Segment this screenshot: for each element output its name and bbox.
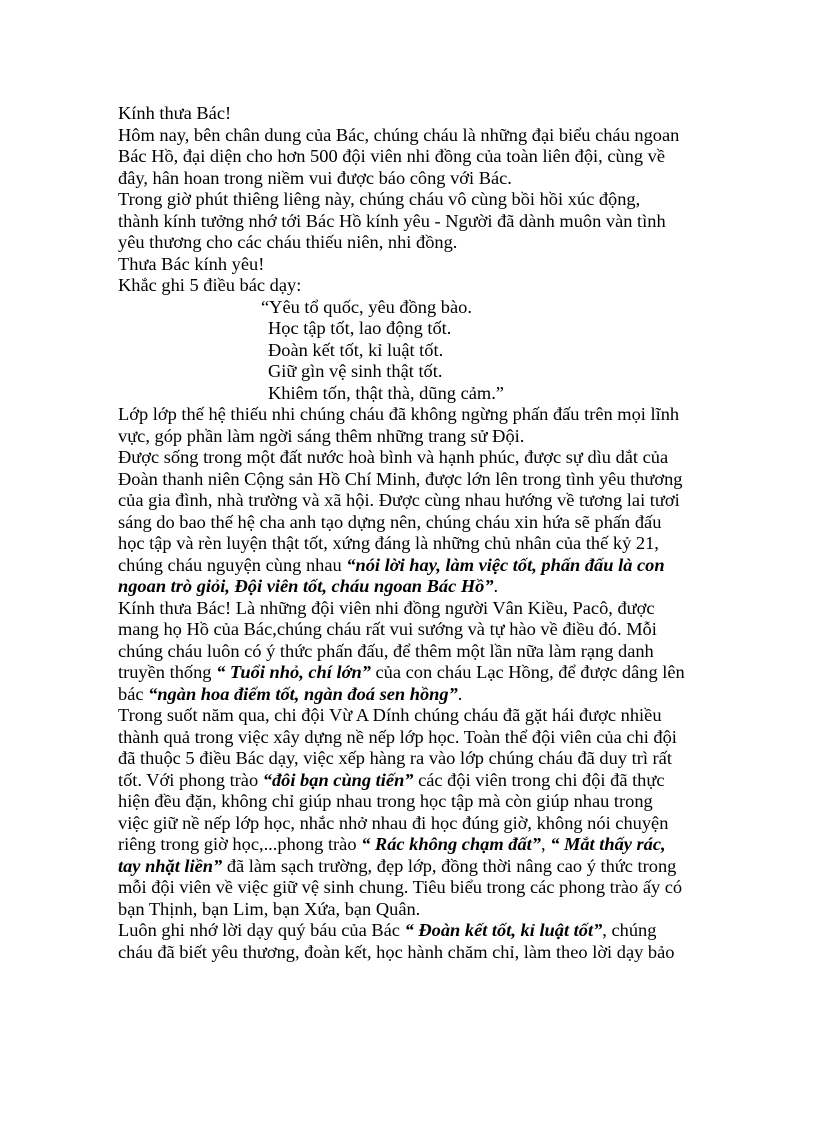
body-text: mỗi đội viên về việc giữ vệ sinh chung. Tiêu biểu trong các phong trào ấy có [118,877,683,897]
text-line [118,447,708,469]
document-page [118,103,708,963]
text-line [118,533,708,555]
body-text: , [540,834,551,854]
body-text: việc giữ nề nếp lớp học, nhắc nhở nhau đi học đúng giờ, không nói chuyện [118,812,669,833]
body-text: chúng cháu luôn có ý thức phấn đấu, để thêm một lần nữa làm rạng danh [118,640,654,661]
body-text: Đoàn thanh niên Cộng sản Hồ Chí Minh, được lớn lên trong tình yêu thương [118,468,683,489]
text-line [118,232,708,254]
text-line [118,340,708,362]
body-text: Giữ gìn vệ sinh thật tốt. [268,361,443,381]
emphasis-text: “ Rác không chạm đất” [361,834,541,854]
body-text: của gia đình, nhà trường và xã hội. Được cùng nhau hướng về tương lai tươi [118,490,680,510]
body-text: đây, hân hoan trong niềm vui được báo công với Bác. [118,167,512,188]
body-text: đã làm sạch trường, đẹp lớp, đồng thời nâng cao ý thức trong [222,855,677,876]
body-text: Kính thưa Bác! [118,103,232,123]
body-text: Kính thưa Bác! Là những đội viên nhi đồng người Vân Kiều, Pacô, được [118,597,655,618]
body-text: các đội viên trong chi đội đã thực [413,769,665,790]
body-text: của con cháu Lạc Hồng, để được dâng lên [370,662,685,682]
text-line [118,813,708,835]
text-line [118,598,708,620]
text-line [118,297,708,319]
body-text: tốt. Với phong trào [118,769,263,790]
body-text: , chúng [602,920,657,940]
body-text: vực, góp phần làm ngời sáng thêm những trang sử Đội. [118,425,525,446]
body-text: . [457,683,463,704]
text-line [118,877,708,899]
text-line [118,168,708,190]
text-line [118,469,708,491]
text-line [118,211,708,233]
body-text: cháu đã biết yêu thương, đoàn kết, học hành chăm chỉ, làm theo lời dạy bảo [118,941,675,962]
text-line [118,426,708,448]
text-line [118,361,708,383]
text-line [118,103,708,125]
body-text: thành quả trong việc xây dựng nề nếp lớp học. Toàn thể đội viên của chi đội [118,726,677,747]
body-text: đã thuộc 5 điều Bác dạy, việc xếp hàng ra vào lớp chúng cháu đã duy trì rất [118,748,672,768]
body-text: Thưa Bác kính yêu! [118,253,265,274]
text-line [118,770,708,792]
emphasis-text: “ Mắt thấy rác, [550,834,666,854]
text-line [118,856,708,878]
text-line [118,942,708,964]
emphasis-text: “nói lời hay, làm việc tốt, phấn đấu là con [346,554,665,575]
text-line [118,254,708,276]
body-text: Được sống trong một đất nước hoà bình và hạnh phúc, được sự dìu dắt của [118,447,669,467]
body-text: riêng trong giờ học,...phong trào [118,834,362,854]
body-text: mang họ Hồ của Bác,chúng cháu rất vui sướng và tự hào về điều đó. Mỗi [118,619,657,639]
text-line [118,641,708,663]
body-text: hiện đều đặn, không chỉ giúp nhau trong học tập mà còn giúp nhau trong [118,791,653,811]
body-text: “Yêu tổ quốc, yêu đồng bào. [261,296,472,317]
text-line [118,146,708,168]
body-text: sáng do bao thế hệ cha anh tạo dựng nên, chúng cháu xin hứa sẽ phấn đấu [118,511,662,532]
body-text: bác [118,683,149,704]
body-text: thành kính tưởng nhớ tới Bác Hồ kính yêu - Người đã dành muôn vàn tình [118,210,666,231]
emphasis-text: “ngàn hoa điểm tốt, ngàn đoá sen hồng” [148,683,458,704]
text-line [118,318,708,340]
body-text: truyền thống [118,662,217,682]
text-line [118,727,708,749]
emphasis-text: “đôi bạn cùng tiến” [262,769,414,790]
body-text: Trong giờ phút thiêng liêng này, chúng cháu vô cùng bồi hồi xúc động, [118,189,641,209]
text-line [118,748,708,770]
text-line [118,512,708,534]
text-line [118,619,708,641]
text-line [118,404,708,426]
text-line [118,576,708,598]
body-text: Lớp lớp thế hệ thiếu nhi chúng cháu đã không ngừng phấn đấu trên mọi lĩnh [118,404,680,424]
text-line [118,125,708,147]
body-text: Trong suốt năm qua, chi đội Vừ A Dính chúng cháu đã gặt hái được nhiều [118,705,662,725]
text-line [118,662,708,684]
text-line [118,383,708,405]
body-text: Khiêm tốn, thật thà, dũng cảm.” [268,382,504,403]
body-text: chúng cháu nguyện cùng nhau [118,554,347,575]
body-text: Bác Hồ, đại diện cho hơn 500 đội viên nhi đồng của toàn liên đội, cùng về [118,146,666,166]
body-text: học tập và rèn luyện thật tốt, xứng đáng là những chủ nhân của thế kỷ 21, [118,533,659,553]
emphasis-text: tay nhặt liền” [118,855,223,876]
text-line [118,275,708,297]
emphasis-text: ngoan trò giỏi, Đội viên tốt, cháu ngoan Bác Hồ” [118,576,494,596]
body-text: . [493,576,499,596]
body-text: Đoàn kết tốt, kỉ luật tốt. [268,339,444,360]
emphasis-text: “ Đoàn kết tốt, kỉ luật tốt” [404,920,603,940]
text-line [118,684,708,706]
emphasis-text: “ Tuổi nhỏ, chí lớn” [216,662,371,682]
text-line [118,791,708,813]
text-line [118,555,708,577]
body-text: Luôn ghi nhớ lời dạy quý báu của Bác [118,920,405,940]
body-text: yêu thương cho các cháu thiếu niên, nhi đồng. [118,232,458,252]
text-line [118,899,708,921]
body-text: Học tập tốt, lao động tốt. [268,318,452,338]
text-line [118,705,708,727]
text-line [118,920,708,942]
body-text: bạn Thịnh, bạn Lim, bạn Xứa, bạn Quân. [118,898,421,919]
body-text: Khắc ghi 5 điều bác dạy: [118,275,302,295]
text-line [118,189,708,211]
text-line [118,834,708,856]
body-text: Hôm nay, bên chân dung của Bác, chúng cháu là những đại biểu cháu ngoan [118,124,680,145]
text-line [118,490,708,512]
